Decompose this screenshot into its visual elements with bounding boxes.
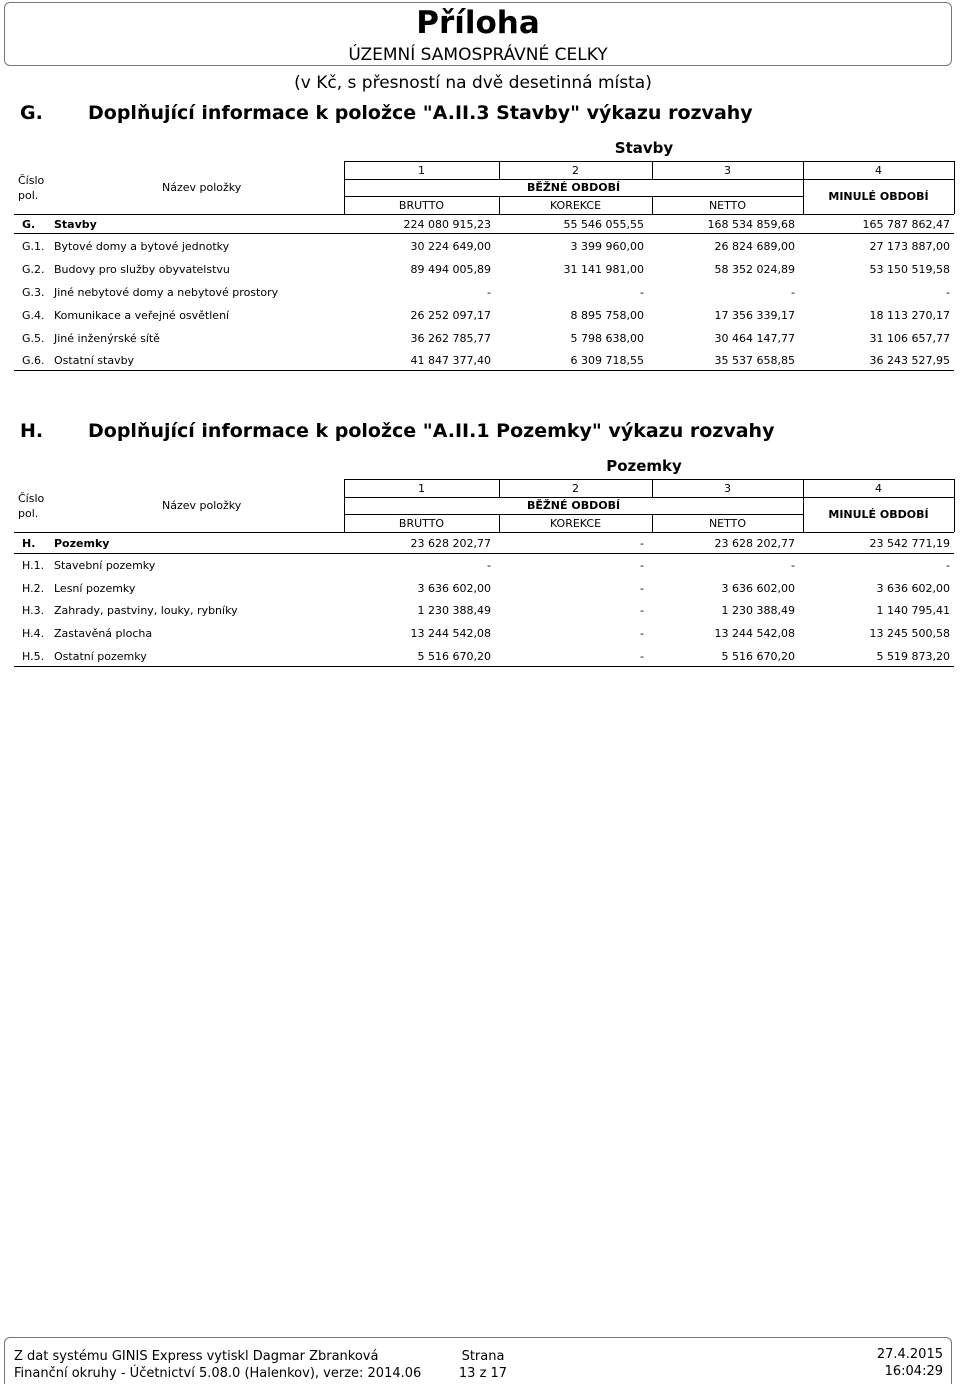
col-num-2: 2 bbox=[572, 482, 579, 495]
footer-page: Strana 13 z 17 bbox=[458, 1349, 508, 1381]
table-row: H.1. Stavební pozemky - - - - bbox=[22, 559, 950, 572]
bezne-obdobi: BĚŽNÉ OBDOBÍ bbox=[526, 181, 621, 194]
table-row: H.4. Zastavěná plocha 13 244 542,08 - 13 244 542,08 13 245 500,58 bbox=[22, 627, 950, 640]
section-letter: H. bbox=[20, 420, 44, 442]
col-num-1: 1 bbox=[418, 164, 425, 177]
col-korekce: KOREKCE bbox=[549, 517, 602, 530]
col-netto: NETTO bbox=[708, 199, 747, 212]
col-brutto: BRUTTO bbox=[398, 517, 445, 530]
col-nazev: Název položky bbox=[162, 181, 242, 194]
table-row: H. Pozemky 23 628 202,77 - 23 628 202,77 23 542 771,19 bbox=[22, 537, 950, 550]
table-row: G.5. Jiné inženýrské sítě 36 262 785,77 5 798 638,00 30 464 147,77 31 106 657,77 bbox=[22, 332, 950, 345]
bezne-obdobi: BĚŽNÉ OBDOBÍ bbox=[526, 499, 621, 512]
col-korekce: KOREKCE bbox=[549, 199, 602, 212]
footer-timestamp: 27.4.2015 16:04:29 bbox=[876, 1347, 943, 1379]
col-num-4: 4 bbox=[875, 482, 882, 495]
page-subtitle: ÚZEMNÍ SAMOSPRÁVNÉ CELKY bbox=[348, 45, 608, 65]
col-netto: NETTO bbox=[708, 517, 747, 530]
table-row: G.1. Bytové domy a bytové jednotky 30 224 649,00 3 399 960,00 26 824 689,00 27 173 887,00 bbox=[22, 240, 950, 253]
group-title: Pozemky bbox=[606, 457, 682, 475]
page-title: Příloha bbox=[416, 5, 540, 41]
col-num-3: 3 bbox=[724, 164, 731, 177]
table-row: H.2. Lesní pozemky 3 636 602,00 - 3 636 602,00 3 636 602,00 bbox=[22, 582, 950, 595]
col-cislo: Číslo pol. bbox=[18, 174, 45, 202]
col-num-4: 4 bbox=[875, 164, 882, 177]
col-num-1: 1 bbox=[418, 482, 425, 495]
table-row: G.2. Budovy pro služby obyvatelstvu 89 494 005,89 31 141 981,00 58 352 024,89 53 150 519,58 bbox=[22, 263, 950, 276]
report-header bbox=[4, 2, 952, 66]
table-row: G.3. Jiné nebytové domy a nebytové prostory - - - - bbox=[22, 286, 950, 299]
table-row: G.6. Ostatní stavby 41 847 377,40 6 309 718,55 35 537 658,85 36 243 527,95 bbox=[22, 354, 950, 367]
minule-obdobi: MINULÉ OBDOBÍ bbox=[828, 190, 929, 203]
col-nazev: Název položky bbox=[162, 499, 242, 512]
section-title: Doplňující informace k položce "A.II.1 Pozemky" výkazu rozvahy bbox=[88, 420, 775, 442]
table-row: H.3. Zahrady, pastviny, louky, rybníky 1 230 388,49 - 1 230 388,49 1 140 795,41 bbox=[22, 604, 950, 617]
group-title: Stavby bbox=[614, 139, 674, 157]
unit-note: (v Kč, s přesností na dvě desetinná místa) bbox=[294, 73, 652, 93]
col-num-2: 2 bbox=[572, 164, 579, 177]
table-row: G.4. Komunikace a veřejné osvětlení 26 252 097,17 8 895 758,00 17 356 339,17 18 113 270,17 bbox=[22, 309, 950, 322]
footer-printed-by: Z dat systému GINIS Express vytiskl Dagmar Zbranková Finanční okruhy - Účetnictví 5.08.0 (Halenkov), verze: 2014.06 bbox=[14, 1349, 422, 1381]
col-cislo: Číslo pol. bbox=[18, 492, 45, 520]
section-letter: G. bbox=[20, 102, 43, 124]
col-brutto: BRUTTO bbox=[398, 199, 445, 212]
report-footer bbox=[4, 1337, 952, 1384]
table-row: G. Stavby 224 080 915,23 55 546 055,55 168 534 859,68 165 787 862,47 bbox=[22, 218, 950, 231]
section-title: Doplňující informace k položce "A.II.3 Stavby" výkazu rozvahy bbox=[88, 102, 753, 124]
col-num-3: 3 bbox=[724, 482, 731, 495]
minule-obdobi: MINULÉ OBDOBÍ bbox=[828, 508, 929, 521]
table-row: H.5. Ostatní pozemky 5 516 670,20 - 5 516 670,20 5 519 873,20 bbox=[22, 650, 950, 663]
